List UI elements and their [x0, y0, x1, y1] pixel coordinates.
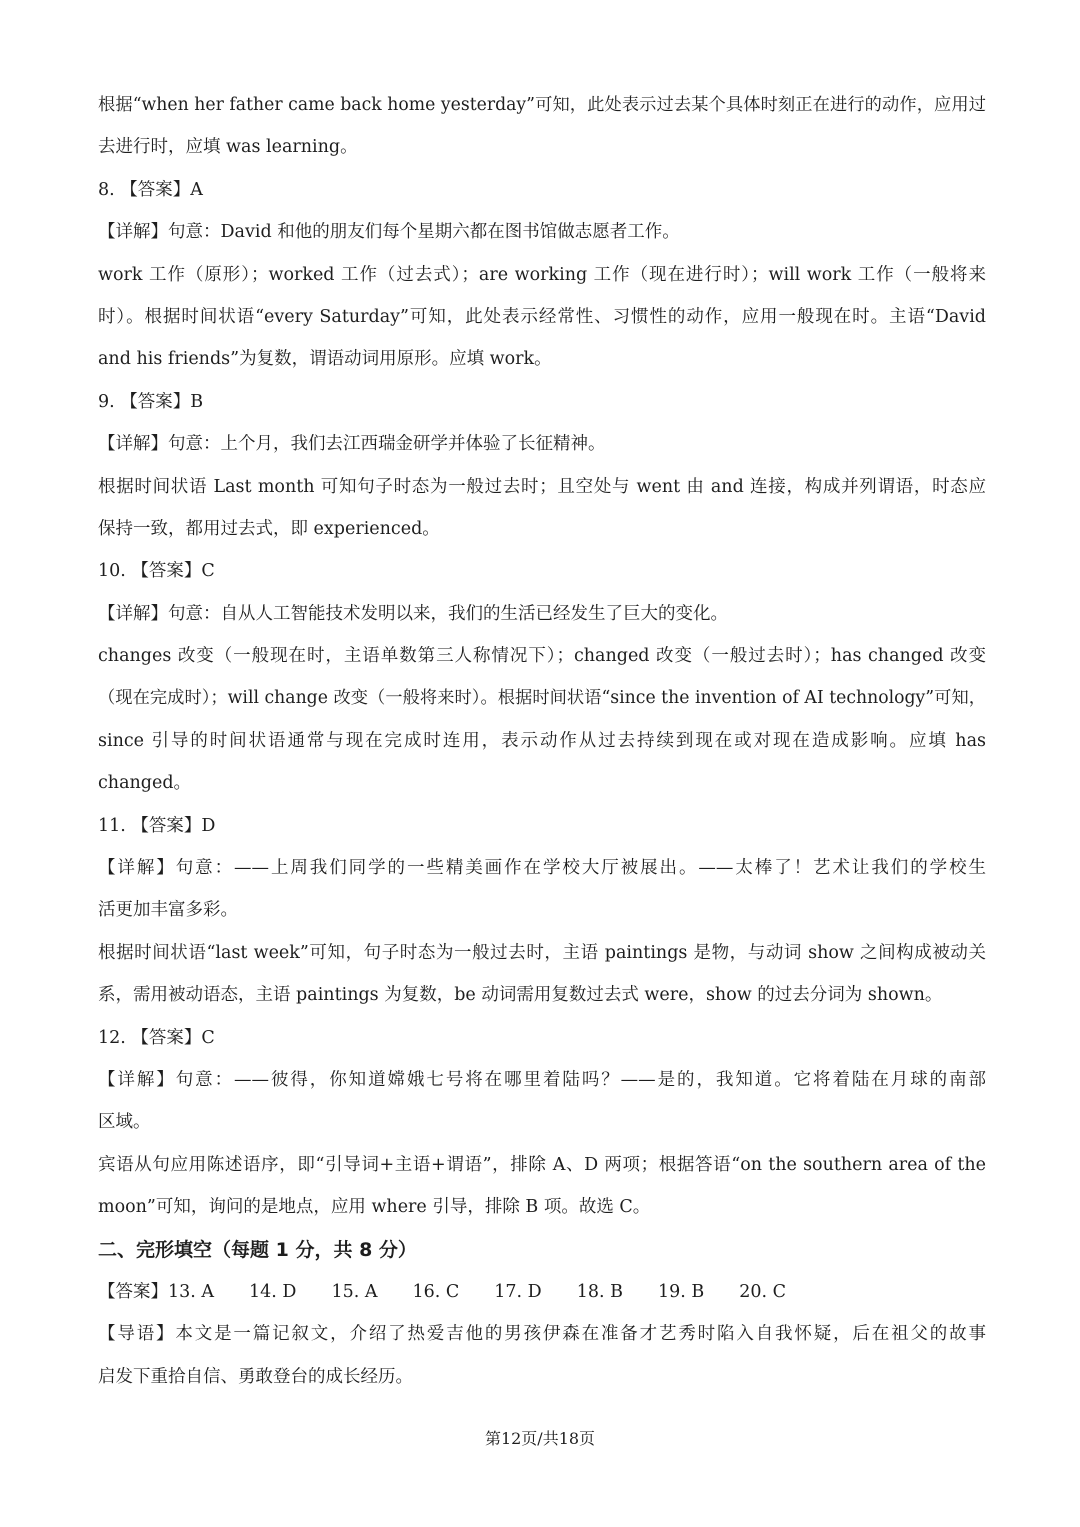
answer-line: 11. 【答案】D	[98, 815, 216, 836]
explanation-line: 【详解】句意：——上周我们同学的一些精美画作在学校大厅被展出。——太棒了！艺术让我们的学校生	[98, 858, 986, 879]
text-line: 去进行时，应填 was learning。	[98, 137, 358, 158]
text-line: changed。	[98, 773, 192, 794]
answer-line: 【答案】13. A 14. D 15. A 16. C 17. D 18. B 19. B 20. C	[98, 1281, 786, 1302]
text-line: （现在完成时）；will change 改变（一般将来时）。根据时间状语“since the invention of AI technology”可知，	[98, 688, 986, 709]
section-heading: 二、完形填空（每题 1 分，共 8 分）	[98, 1238, 417, 1261]
page-body	[98, 84, 986, 1398]
answer-line: 10. 【答案】C	[98, 561, 215, 582]
explanation-line: 【详解】句意：David 和他的朋友们每个星期六都在图书馆做志愿者工作。	[98, 222, 680, 243]
explanation-line: 【详解】句意：自从人工智能技术发明以来，我们的生活已经发生了巨大的变化。	[98, 603, 728, 624]
text-line: work 工作（原形）；worked 工作（过去式）；are working 工作（现在进行时）；will work 工作（一般将来	[98, 264, 986, 285]
text-line: since 引导的时间状语通常与现在完成时连用，表示动作从过去持续到现在或对现在造成影响。应填 has	[98, 730, 986, 751]
text-line: 区域。	[98, 1112, 151, 1133]
text-line: 保持一致，都用过去式，即 experienced。	[98, 518, 440, 539]
page-footer: 第12页/共18页	[484, 1429, 596, 1448]
answer-line: 9. 【答案】B	[98, 391, 204, 412]
answer-line: 8. 【答案】A	[98, 179, 203, 200]
explanation-line: 【详解】句意：上个月，我们去江西瑞金研学并体验了长征精神。	[98, 434, 606, 455]
explanation-line: 【详解】句意：——彼得，你知道嫦娥七号将在哪里着陆吗？——是的，我知道。它将着陆在月球的南部	[98, 1069, 986, 1090]
text-line: 系，需用被动语态，主语 paintings 为复数，be 动词需用复数过去式 were，show 的过去分词为 shown。	[98, 985, 943, 1006]
text-line: changes 改变（一般现在时，主语单数第三人称情况下）；changed 改变（一般过去时）；has changed 改变	[98, 646, 986, 667]
text-line: 根据时间状语“last week”可知，句子时态为一般过去时，主语 paintings 是物，与动词 show 之间构成被动关	[98, 942, 986, 963]
text-line: 启发下重拾自信、勇敢登台的成长经历。	[98, 1366, 413, 1387]
text-line: 时）。根据时间状语“every Saturday”可知，此处表示经常性、习惯性的动作，应用一般现在时。主语“David	[98, 306, 986, 327]
text-line: and his friends”为复数，谓语动词用原形。应填 work。	[98, 349, 552, 370]
text-line: moon”可知，询问的是地点，应用 where 引导，排除 B 项。故选 C。	[98, 1197, 651, 1218]
text-line: 宾语从句应用陈述语序，即“引导词+主语+谓语”，排除 A、D 两项；根据答语“on the southern area of the	[98, 1154, 986, 1175]
intro-line: 【导语】本文是一篇记叙文，介绍了热爱吉他的男孩伊森在准备才艺秀时陷入自我怀疑，后在祖父的故事	[98, 1324, 986, 1345]
text-line: 根据时间状语 Last month 可知句子时态为一般过去时；且空处与 went 由 and 连接，构成并列谓语，时态应	[98, 476, 986, 497]
text-line: 根据“when her father came back home yesterday”可知，此处表示过去某个具体时刻正在进行的动作，应用过	[98, 95, 986, 115]
text-line: 活更加丰富多彩。	[98, 900, 238, 921]
answer-line: 12. 【答案】C	[98, 1027, 215, 1048]
